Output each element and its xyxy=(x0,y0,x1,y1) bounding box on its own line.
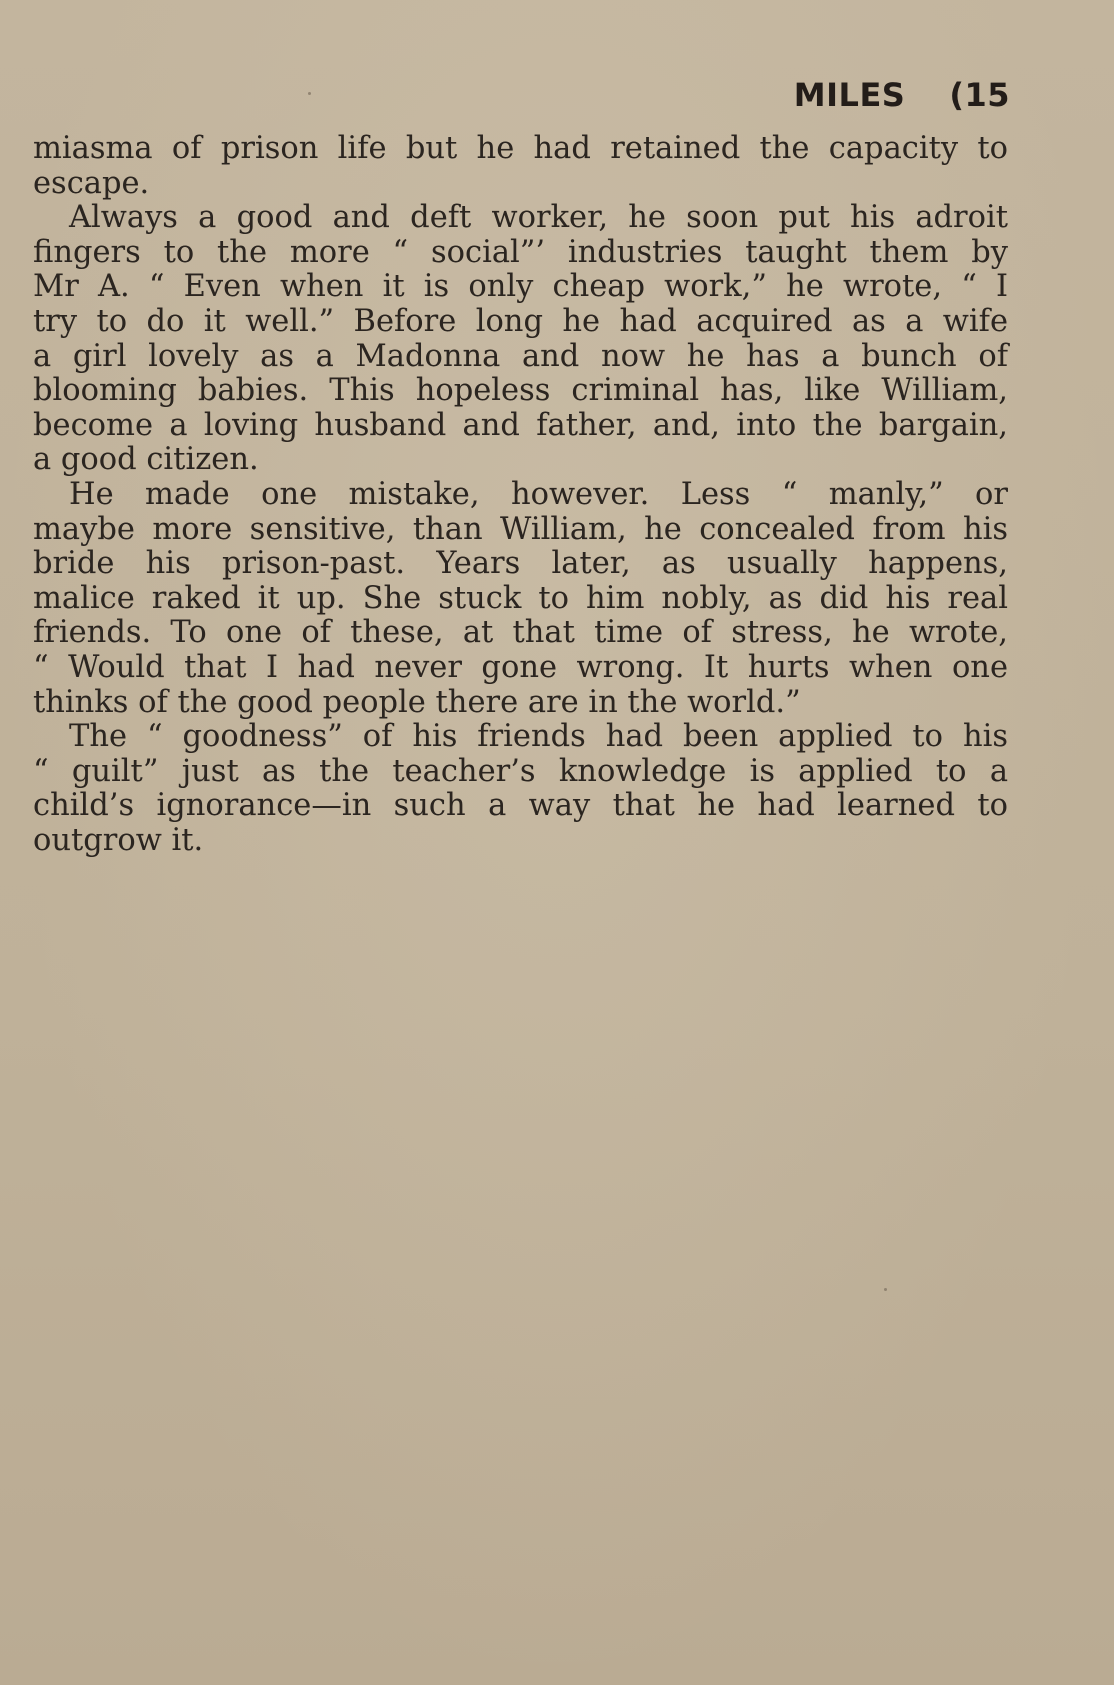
text-line: “ Would that I had never gone wrong. It hurts when one xyxy=(33,649,1008,685)
paragraph-2 xyxy=(33,201,1008,478)
text-line: “ guilt” just as the teacher’s knowledge is applied to a xyxy=(33,753,1008,789)
text-line: thinks of the good people there are in the world.” xyxy=(33,684,801,720)
text-line: friends. To one of these, at that time of stress, he wrote, xyxy=(33,615,1008,651)
body-text xyxy=(33,132,1008,858)
text-line: child’s ignorance—in such a way that he had learned to xyxy=(33,788,1008,824)
text-line: outgrow it. xyxy=(33,822,204,858)
paragraph-3 xyxy=(33,478,1008,720)
text-line: fingers to the more “ social”’ industries taught them by xyxy=(33,234,1008,270)
text-line: escape. xyxy=(33,165,150,201)
text-line: Mr A. “ Even when it is only cheap work,” he wrote, “ I xyxy=(33,269,1008,305)
paragraph-1 xyxy=(33,132,1008,201)
paper-speck xyxy=(308,92,311,95)
running-head xyxy=(794,76,1010,114)
text-line: become a loving husband and father, and, into the bargain, xyxy=(33,407,1008,443)
text-line: He made one mistake, however. Less “ manly,” or xyxy=(69,476,1008,512)
text-line: a girl lovely as a Madonna and now he has a bunch of xyxy=(33,338,1008,374)
running-head-title: MILES xyxy=(793,76,906,114)
text-line: malice raked it up. She stuck to him nobly, as did his real xyxy=(33,580,1008,616)
text-line: a good citizen. xyxy=(33,442,259,478)
text-line: The “ goodness” of his friends had been applied to his xyxy=(69,719,1008,755)
text-line: Always a good and deft worker, he soon put his adroit xyxy=(69,200,1008,236)
text-line: try to do it well.” Before long he had acquired as a wife xyxy=(33,303,1008,339)
page-number: (15 xyxy=(949,76,1010,114)
text-line: maybe more sensitive, than William, he concealed from his xyxy=(33,511,1008,547)
paper-speck xyxy=(884,1288,887,1291)
text-line: blooming babies. This hopeless criminal has, like William, xyxy=(33,373,1008,409)
text-line: miasma of prison life but he had retained the capacity to xyxy=(33,131,1008,166)
paragraph-4 xyxy=(33,720,1008,858)
text-line: bride his prison-past. Years later, as usually happens, xyxy=(33,546,1008,582)
